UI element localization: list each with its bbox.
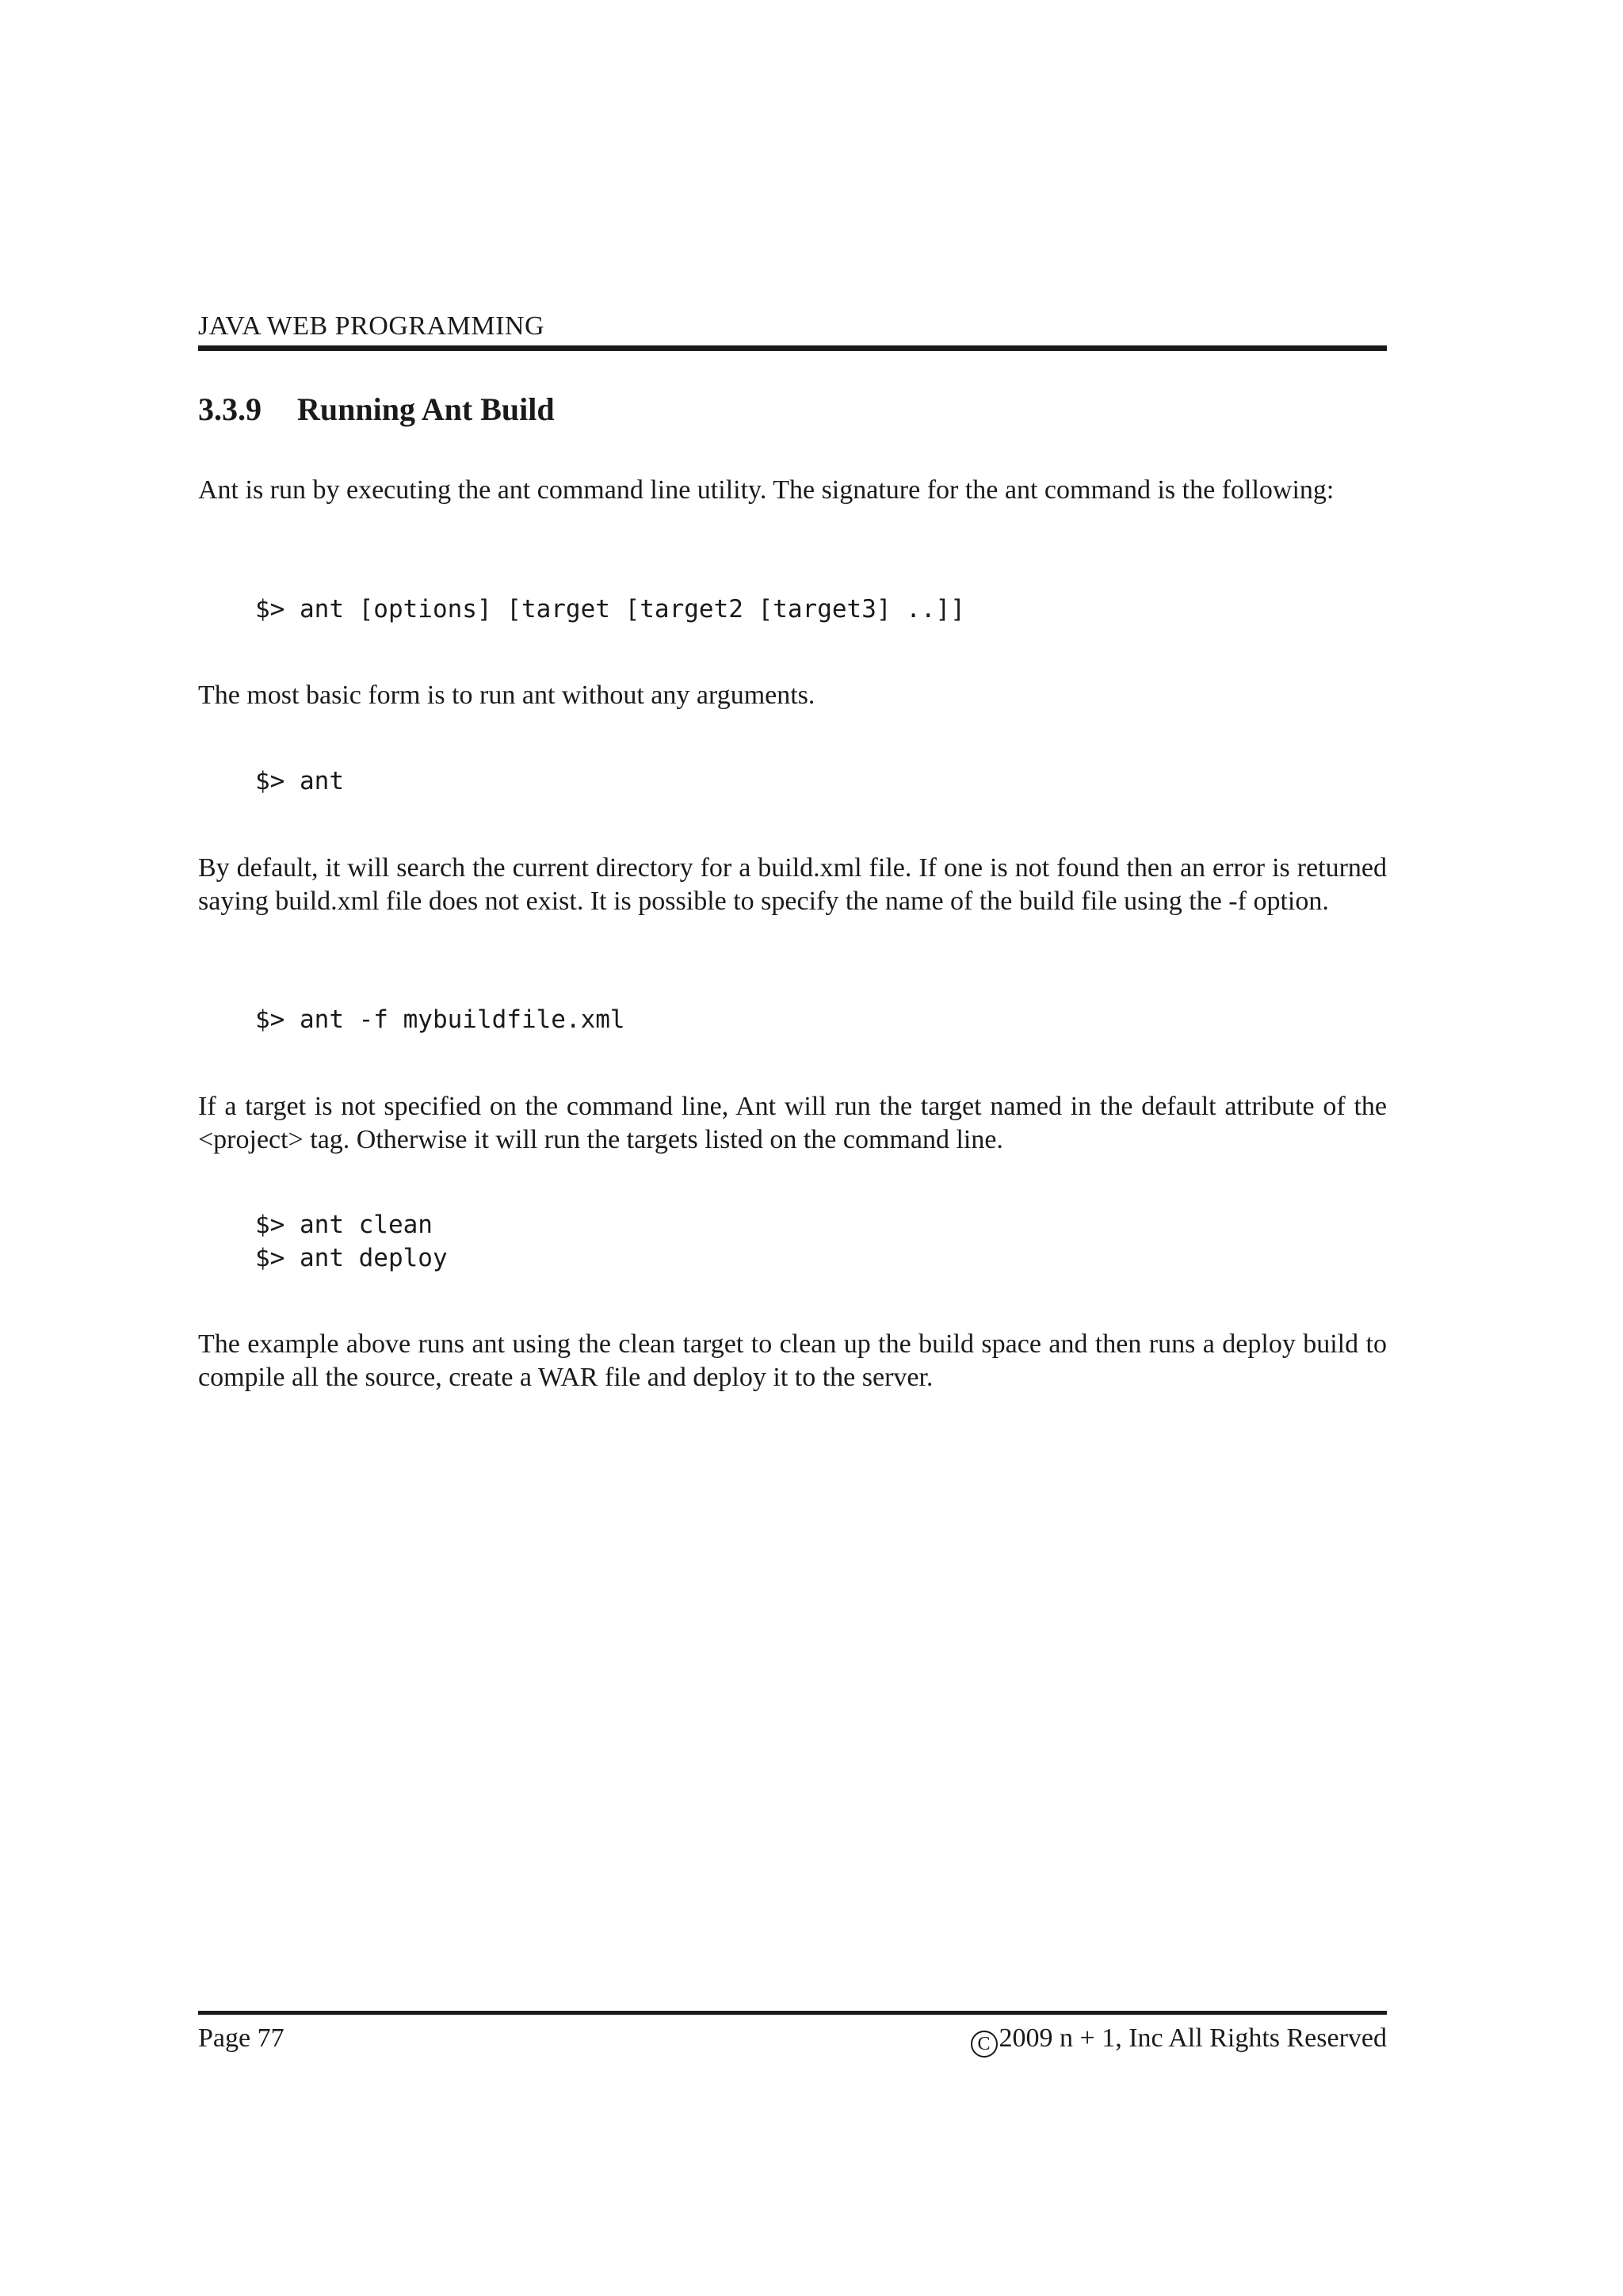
code-basic: $> ant [255, 767, 344, 795]
paragraph-target-default: If a target is not specified on the command line, Ant will run the target named in the default attribute of the <project> tag. Otherwise it will run the targets listed on the command line. [198, 1092, 1387, 1154]
paragraph-intro: Ant is run by executing the ant command line utility. The signature for the ant command is the following: [198, 475, 1335, 505]
paragraph-basic-form: The most basic form is to run ant without any arguments. [198, 681, 815, 710]
page-number: Page 77 [198, 2023, 285, 2053]
document-page [198, 0, 1387, 2296]
code-with-file: $> ant -f mybuildfile.xml [255, 1005, 625, 1034]
footer-rule [198, 2011, 1387, 2015]
code-signature: $> ant [options] [target [target2 [target3] ..]] [255, 595, 965, 624]
section-heading [198, 390, 555, 429]
copyright-notice [971, 2022, 1387, 2058]
code-target-deploy: $> ant deploy [255, 1244, 448, 1272]
section-number: 3.3.9 [198, 391, 262, 427]
code-target-clean: $> ant clean [255, 1211, 433, 1239]
running-header: JAVA WEB PROGRAMMING [198, 311, 544, 341]
copyright-icon: C [971, 2031, 998, 2058]
copyright-text: 2009 n + 1, Inc All Rights Reserved [999, 2023, 1387, 2053]
header-rule [198, 345, 1387, 351]
paragraph-default-search: By default, it will search the current directory for a build.xml file. If one is not found then an error is returned saying build.xml file does not exist. It is possible to specify the name of the build file using the -f option. [198, 853, 1387, 916]
paragraph-example-explained: The example above runs ant using the clean target to clean up the build space and then runs a deploy build to compile all the source, create a WAR file and deploy it to the server. [198, 1329, 1387, 1392]
section-title: Running Ant Build [297, 391, 555, 427]
